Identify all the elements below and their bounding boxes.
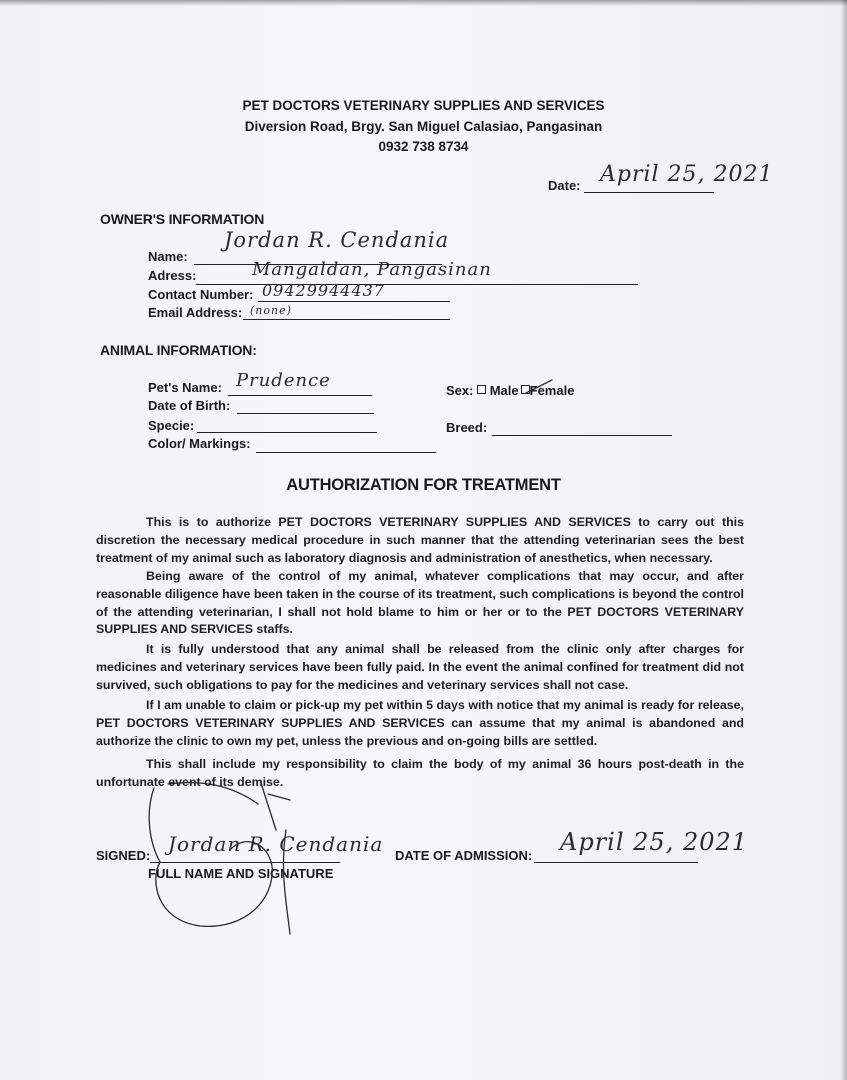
specie-line — [197, 432, 377, 433]
paragraph-4: If I am unable to claim or pick-up my pet within 5 days with notice that my animal is ready for release, PET DOCTORS VETERINARY SUPPLIES AND SERVICES can assume that my animal is abandoned and authorize the clinic to own my pet, unless the previous and on-going bills are settled. — [96, 698, 744, 748]
signed-label: SIGNED: — [96, 848, 151, 863]
dob-line — [237, 413, 374, 414]
owner-name-label: Name: — [148, 249, 188, 264]
owner-address-label: Adress: — [148, 268, 197, 283]
signature-caption: FULL NAME AND SIGNATURE — [148, 866, 334, 881]
date-of-admission-handwritten: April 25, 2021 — [560, 828, 749, 856]
sex-male-option: Male — [489, 383, 519, 398]
owner-address-handwritten: Mangaldan, Pangasinan — [252, 259, 492, 280]
paragraph-5: This shall include my responsibility to claim the body of my animal 36 hours post-death in the unfortunate event of its demise. — [96, 757, 744, 789]
scan-right-shadow — [841, 0, 847, 1080]
email-line — [243, 319, 450, 320]
contact-number-line — [258, 301, 450, 302]
date-of-admission-label: DATE OF ADMISSION: — [395, 848, 533, 863]
contact-number-handwritten: 09429944437 — [262, 281, 385, 300]
pet-name-handwritten: Prudence — [236, 370, 331, 391]
email-label: Email Address: — [148, 305, 243, 320]
owner-name-handwritten: Jordan R. Cendania — [224, 228, 450, 252]
color-markings-line — [256, 452, 436, 453]
date-handwritten: April 25, 2021 — [600, 162, 774, 187]
clinic-address: Diversion Road, Brgy. San Miguel Calasiao, Pangasinan — [244, 119, 603, 134]
date-label: Date: — [548, 178, 581, 193]
sex-female-option: Female — [529, 383, 575, 398]
specie-label: Specie: — [148, 418, 195, 433]
date-line — [584, 192, 714, 193]
clinic-name: PET DOCTORS VETERINARY SUPPLIES AND SERVICES — [242, 98, 605, 113]
paragraph-3: It is fully understood that any animal shall be released from the clinic only after charges for medicines and veterinary services have been fully paid. In the event the animal confined for treatment did not survived, such obligations to pay for the medicines and veterinary services shall not case. — [96, 642, 744, 692]
breed-label: Breed: — [446, 420, 488, 435]
sex-label: Sex: — [446, 383, 474, 398]
authorization-title: AUTHORIZATION FOR TREATMENT — [286, 476, 561, 494]
signature-name-handwritten: Jordan R. Cendania — [168, 832, 384, 856]
paragraph-1: This is to authorize PET DOCTORS VETERINARY SUPPLIES AND SERVICES to carry out this discretion the necessary medical procedure in such manner that the attending veterinarian sees the best treatment of my animal such as laboratory diagnosis and administration of anesthetics, when necessary. — [96, 515, 744, 565]
clinic-phone: 0932 738 8734 — [378, 139, 469, 154]
color-markings-label: Color/ Markings: — [148, 436, 251, 451]
dob-label: Date of Birth: — [148, 398, 231, 413]
contact-number-label: Contact Number: — [148, 287, 254, 302]
owner-section-heading: OWNER'S INFORMATION — [100, 211, 265, 227]
sex-male-checkbox[interactable] — [477, 385, 486, 394]
animal-section-heading: ANIMAL INFORMATION: — [100, 342, 257, 358]
scan-top-shadow — [0, 0, 847, 6]
date-of-admission-line — [534, 862, 698, 863]
pet-name-label: Pet's Name: — [148, 380, 222, 395]
sex-field — [446, 383, 574, 398]
female-check-mark — [524, 378, 554, 398]
pet-name-line — [228, 395, 372, 396]
paragraph-2: Being aware of the control of my animal, whatever complications that may occur, and after reasonable diligence have been taken in the course of its treatment, such complications is beyond the control of the attending veterinarian, I shall not hold blame to him or her or to the PET DOCTORS VETERINARY SUPPLIES AND SERVICES staffs. — [96, 569, 744, 637]
email-handwritten: (none) — [250, 304, 292, 317]
breed-line — [492, 435, 672, 436]
signature-flourish — [140, 770, 370, 940]
